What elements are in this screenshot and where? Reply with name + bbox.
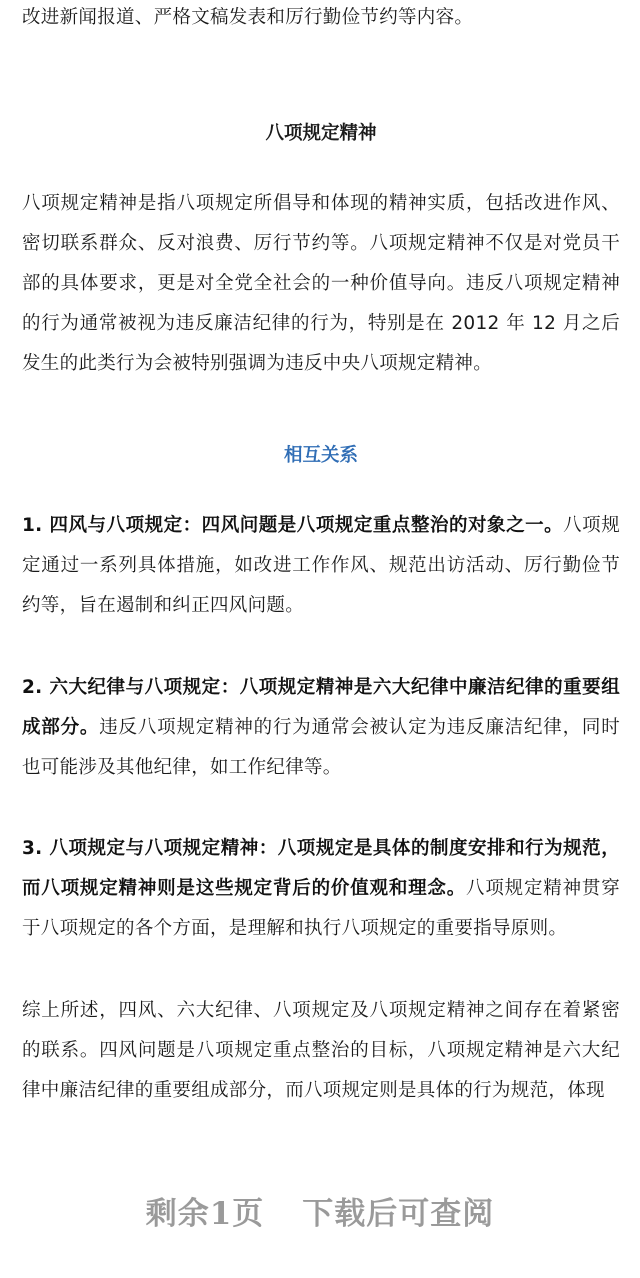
relation-item-1-lead: 1. 四风与八项规定：四风问题是八项规定重点整治的对象之一。: [22, 515, 564, 536]
relation-item-2: [22, 668, 620, 788]
section-title-relations: 相互关系: [283, 445, 358, 466]
download-to-view-label[interactable]: 下载后可查阅: [302, 1196, 495, 1232]
relation-item-2-text: 违反八项规定精神的行为通常会被认定为违反廉洁纪律，同时也可能涉及其他纪律，如工作纪律等。: [22, 717, 620, 778]
remaining-pages-label: 剩余1页: [145, 1196, 265, 1232]
section-title-spirit: 八项规定精神: [265, 123, 377, 144]
intro-tail-paragraph: 改进新闻报道、严格文稿发表和厉行勤俭节约等内容。: [22, 7, 474, 28]
relation-item-1: [22, 506, 620, 626]
relation-item-2-lead: 2. 六大纪律与八项规定：八项规定精神是六大纪律中廉洁纪律的重要组成部分。: [22, 677, 620, 738]
relation-item-3-lead: 3. 八项规定与八项规定精神：八项规定是具体的制度安排和行为规范，而八项规定精神则是这些规定背后的价值观和理念。: [22, 838, 620, 899]
section-spirit-paragraph: 八项规定精神是指八项规定所倡导和体现的精神实质，包括改进作风、密切联系群众、反对浪费、厉行节约等。八项规定精神不仅是对党员干部的具体要求，更是对全党全社会的一种价值导向。违反八项规定精神的行为通常被视为违反廉洁纪律的行为，特别是在 2012 年 12 月之后发生的此类行为会被特别强调为违反中央八项规定精神。: [22, 193, 620, 374]
summary-paragraph: 综上所述，四风、六大纪律、八项规定及八项规定精神之间存在着紧密的联系。四风问题是八项规定重点整治的目标，八项规定精神是六大纪律中廉洁纪律的重要组成部分，而八项规定则是具体的行为规范，体现: [22, 1000, 620, 1101]
download-prompt[interactable]: [0, 1188, 640, 1248]
relation-item-3-text: 八项规定精神贯穿于八项规定的各个方面，是理解和执行八项规定的重要指导原则。: [22, 878, 620, 939]
relation-item-1-text: 八项规定通过一系列具体措施，如改进工作作风、规范出访活动、厉行勤俭节约等，旨在遏制和纠正四风问题。: [22, 515, 621, 616]
relation-item-3: [22, 829, 620, 949]
